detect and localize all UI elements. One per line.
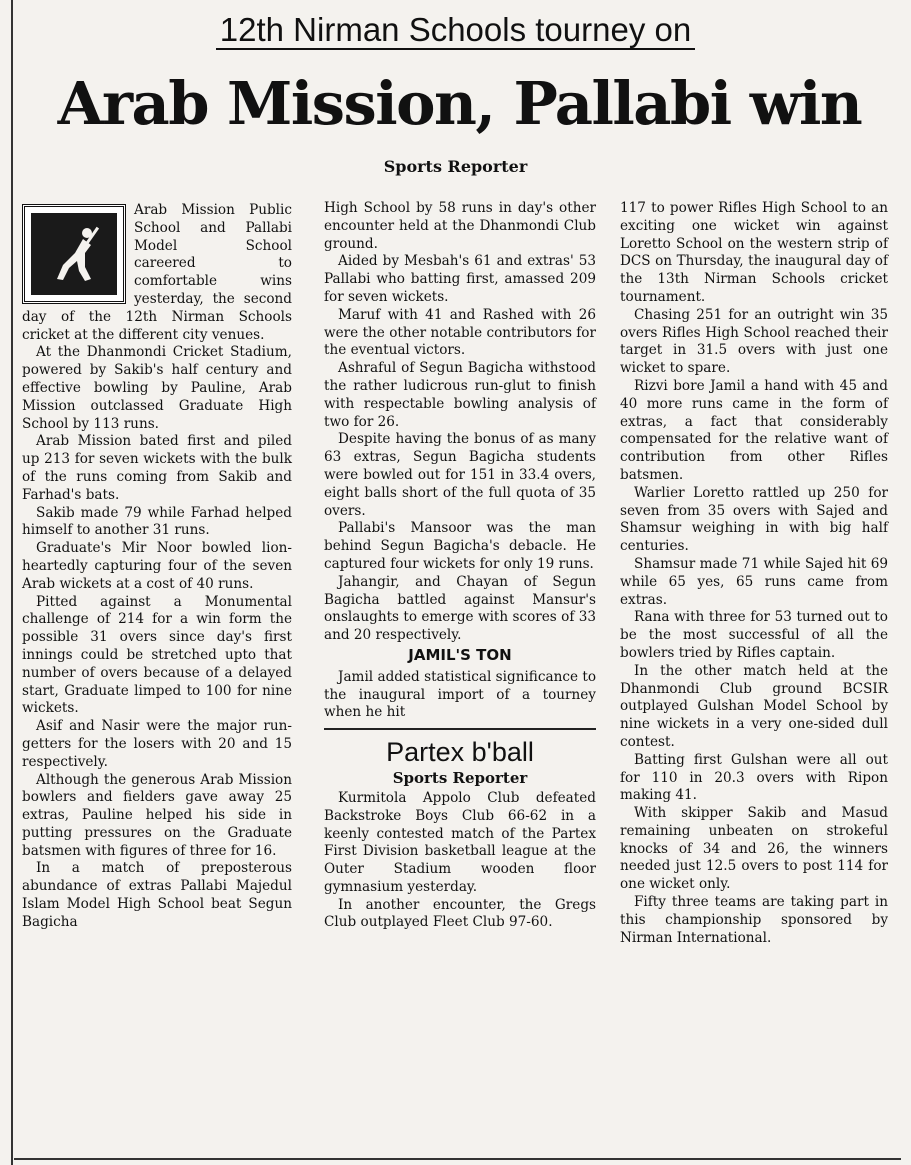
article-paragraph: In another encounter, the Gregs Club outplayed Fleet Club 97-60. <box>324 896 596 931</box>
article-paragraph: Asif and Nasir were the major run-getters for the losers with 20 and 15 respectively. <box>22 718 292 770</box>
article-column-3 <box>620 200 888 947</box>
article-paragraph: At the Dhanmondi Cricket Stadium, powered by Sakib's half century and effective bowling by Pauline, Arab Mission outclassed Graduate High School by 113 runs. <box>22 344 292 432</box>
article-paragraph: Jahangir, and Chayan of Segun Bagicha battled against Mansur's onslaughts to emerge with scores of 33 and 20 respectively. <box>324 573 596 644</box>
article-paragraph: Ashraful of Segun Bagicha withstood the rather ludicrous run-glut to finish with respectable bowling analysis of two for 26. <box>324 360 596 430</box>
article-paragraph: Pitted against a Monumental challenge of 214 for a win form the possible 31 overs since day's first innings could be stretched upto that number of overs because of a delayed start, Graduate limped to 100 for nine wickets. <box>22 593 292 717</box>
bottom-rule <box>14 1158 901 1160</box>
article-paragraph: Sakib made 79 while Farhad helped himself to another 31 runs. <box>22 504 292 539</box>
article-paragraph: Graduate's Mir Noor bowled lion-heartedly capturing four of the seven Arab wickets at a cost of 40 runs. <box>22 540 292 592</box>
sidebar-title: Partex b'ball <box>386 737 534 768</box>
article-paragraph: Arab Mission Public School and Pallabi Model School careered to comfortable wins yesterday, the second day of the 12th Nirman Schools cricket at the different city venues. <box>22 202 292 343</box>
article-column-2 <box>324 200 596 932</box>
article-paragraph: 117 to power Rifles High School to an exciting one wicket win against Loretto School on the western strip of DCS on Thursday, the inaugural day of the 13th Nirman Schools cricket tournament. <box>620 200 888 305</box>
article-paragraph: Kurmitola Appolo Club defeated Backstroke Boys Club 66-62 in a keenly contested match of the Partex First Division basketball league at the Outer Stadium wooden floor gymnasium yesterday. <box>324 789 596 895</box>
headline: Arab Mission, Pallabi win <box>57 69 862 138</box>
article-paragraph: Although the generous Arab Mission bowlers and fielders gave away 25 extras, Pauline helped his side in putting pressures on the Graduate batsmen with figures of three for 16. <box>22 771 292 859</box>
article-paragraph: Despite having the bonus of as many 63 extras, Segun Bagicha students were bowled out for 151 in 33.4 overs, eight balls short of the full quota of 35 overs. <box>324 431 596 519</box>
article-column-1 <box>22 202 292 932</box>
article-paragraph: In the other match held at the Dhanmondi Club ground BCSIR outplayed Gulshan Model School by nine wickets in a very one-sided dull contest. <box>620 662 888 750</box>
byline: Sports Reporter <box>383 157 528 176</box>
article-paragraph: Rana with three for 53 turned out to be the most successful of all the bowlers tried by Rifles captain. <box>620 609 888 661</box>
article-paragraph: Maruf with 41 and Rashed with 26 were the other notable contributors for the eventual victors. <box>324 306 596 359</box>
subhead: JAMIL'S TON <box>408 645 512 664</box>
kicker <box>0 10 911 50</box>
kicker-text: 12th Nirman Schools tourney on <box>216 11 695 50</box>
article-paragraph: Chasing 251 for an outright win 35 overs Rifles High School reached their target in 31.5 overs with just one wicket to spare. <box>620 306 888 377</box>
article-paragraph: Rizvi bore Jamil a hand with 45 and 40 more runs came in the form of extras, a fact that considerably compensated for the relative want of contribution from other Rifles batsmen. <box>620 377 888 483</box>
article-paragraph: In a match of preposterous abundance of extras Pallabi Majedul Islam Model High School beat Segun Bagicha <box>22 860 292 930</box>
article-paragraph: Aided by Mesbah's 61 and extras' 53 Pallabi who batting first, amassed 209 for seven wickets. <box>324 253 596 305</box>
article-paragraph: High School by 58 runs in day's other encounter held at the Dhanmondi Club ground. <box>324 200 596 252</box>
article-paragraph: Batting first Gulshan were all out for 110 in 20.3 overs with Ripon making 41. <box>620 751 888 804</box>
article-paragraph: Jamil added statistical significance to the inaugural import of a tourney when he hit <box>324 668 596 721</box>
article-paragraph: Shamsur made 71 while Sajed hit 69 while 65 yes, 65 runs came from extras. <box>620 555 888 608</box>
cricket-logo <box>22 204 126 304</box>
article-paragraph: Fifty three teams are taking part in this championship sponsored by Nirman International. <box>620 894 888 946</box>
article-paragraph: Warlier Loretto rattled up 250 for seven from 35 overs with Sajed and Shamsur weighing in with big half centuries. <box>620 484 888 555</box>
article-paragraph: With skipper Sakib and Masud remaining unbeaten on strokeful knocks of 34 and 26, the winners needed just 12.5 overs to post 114 for one wicket only. <box>620 805 888 893</box>
sidebar-byline: Sports Reporter <box>392 769 528 788</box>
batsman-icon <box>31 213 117 295</box>
sidebar-divider <box>324 728 596 730</box>
article-paragraph: Pallabi's Mansoor was the man behind Segun Bagicha's debacle. He captured four wickets for only 19 runs. <box>324 520 596 572</box>
article-paragraph: Arab Mission bated first and piled up 213 for seven wickets with the bulk of the runs coming from Sakib and Farhad's bats. <box>22 433 292 503</box>
